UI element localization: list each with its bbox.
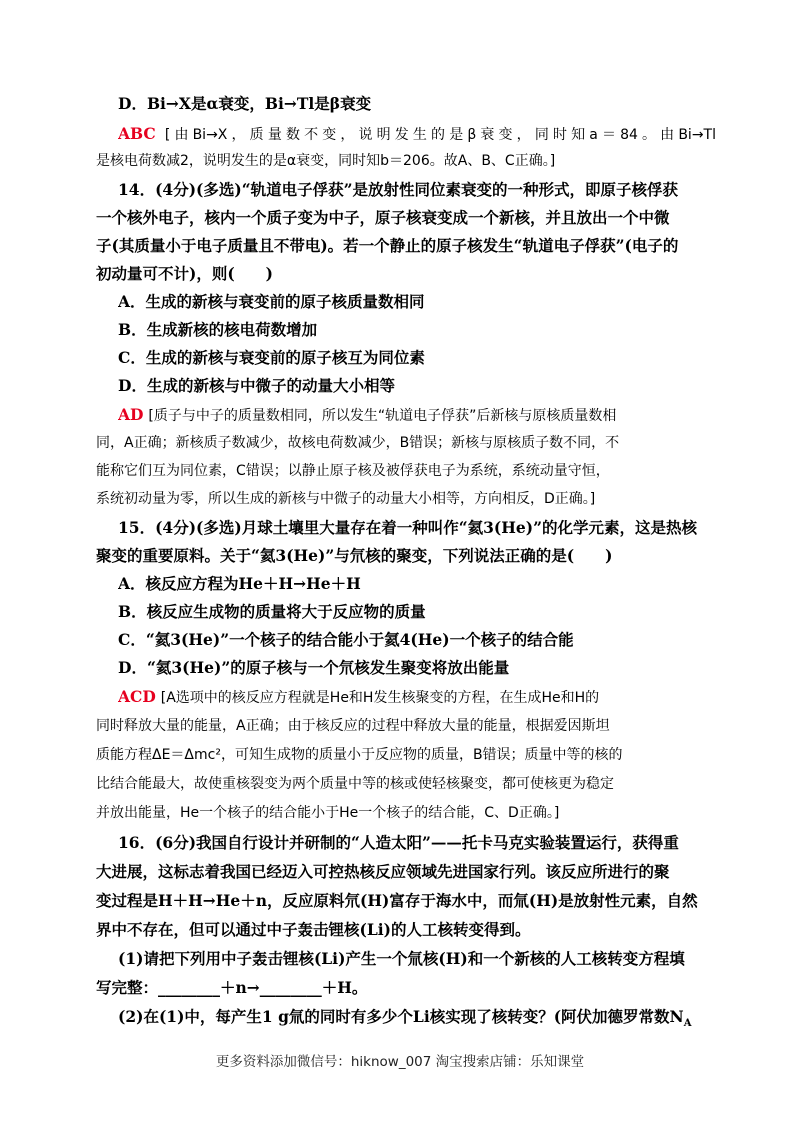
question-16-line-3: 变过程是H＋H→He＋n，反应原料氘(H)富存于海水中，而氚(H)是放射性元素，自然 xyxy=(96,891,698,910)
answer-14-label: AD xyxy=(118,405,144,424)
question-14-option-b: B．生成新核的核电荷数增加 xyxy=(118,320,318,339)
avogadro-subscript: A xyxy=(683,1018,692,1030)
question-14-option-d: D．生成的新核与中微子的动量大小相等 xyxy=(118,376,395,395)
answer-13-label: ABC xyxy=(118,124,156,143)
question-15-line-1: 15．(4分)(多选)月球土壤里大量存在着一种叫作“氦3(He)”的化学元素，这是热核 xyxy=(118,518,697,537)
question-15-line-2: 聚变的重要原料。关于“氦3(He)”与氘核的聚变，下列说法正确的是( ) xyxy=(96,546,613,565)
question-16-line-4: 界中不存在，但可以通过中子轰击锂核(Li)的人工核转变得到。 xyxy=(96,920,531,939)
question-15-option-c: C．“氦3(He)”一个核子的结合能小于氦4(He)一个核子的结合能 xyxy=(118,630,574,649)
answer-14-line-2: 同，A正确；新核质子数减少，故核电荷数减少，B错误；新核与原核质子数不同，不 xyxy=(96,435,620,451)
answer-15-line-1 xyxy=(118,687,716,708)
answer-14-line-3: 能称它们互为同位素，C错误；以静止原子核及被俘获电子为系统，系统动量守恒， xyxy=(96,463,610,479)
answer-15-line-4: 比结合能最大，故使重核裂变为两个质量中等的核或使轻核聚变，都可使核更为稳定 xyxy=(96,776,614,792)
answer-15-line-2: 同时释放大量的能量，A正确；由于核反应的过程中释放大量的能量，根据爱因斯坦 xyxy=(96,718,610,734)
answer-14-line-1 xyxy=(118,405,716,426)
question-14-line-1: 14．(4分)(多选)“轨道电子俘获”是放射性同位素衰变的一种形式，即原子核俘获 xyxy=(118,180,679,199)
answer-15-line-5: 并放出能量，He一个核子的结合能小于He一个核子的结合能，C、D正确。] xyxy=(96,805,560,821)
question-16-sub-2-text: (2)在(1)中，每产生1 g氚的同时有多少个Li核实现了核转变？(阿伏加德罗常数N xyxy=(118,1007,684,1026)
question-16-line-2: 大进展，这标志着我国已经迈入可控热核反应领域先进国家行列。该反应所进行的聚 xyxy=(96,862,670,881)
question-15-option-b: B．核反应生成物的质量将大于反应物的质量 xyxy=(118,602,426,621)
question-16-sub-1-line-2: 写完整：________＋n→________＋H。 xyxy=(96,978,368,997)
answer-13-line-2: 是核电荷数减2，说明发生的是α衰变，同时知b＝206。故A、B、C正确。] xyxy=(96,153,556,169)
question-14-option-c: C．生成的新核与衰变前的原子核互为同位素 xyxy=(118,348,425,367)
question-14-line-2: 一个核外电子，核内一个质子变为中子，原子核衰变成一个新核，并且放出一个中微 xyxy=(96,208,670,227)
question-16-sub-1-line-1: (1)请把下列用中子轰击锂核(Li)产生一个氚核(H)和一个新核的人工核转变方程填 xyxy=(118,949,685,968)
question-14-option-a: A．生成的新核与衰变前的原子核质量数相同 xyxy=(118,292,425,311)
question-16-sub-2-line-1 xyxy=(118,1007,716,1034)
question-14-line-3: 子(其质量小于电子质量且不带电)。若一个静止的原子核发生“轨道电子俘获”(电子的 xyxy=(96,236,679,255)
answer-15-line-3: 质能方程ΔE＝Δmc²，可知生成物的质量小于反应物的质量，B错误；质量中等的核的 xyxy=(96,747,623,763)
answer-15-label: ACD xyxy=(118,687,156,706)
option-d-previous: D．Bi→X是α衰变，Bi→Tl是β衰变 xyxy=(118,94,372,113)
question-15-option-d: D．“氦3(He)”的原子核与一个氘核发生聚变将放出能量 xyxy=(118,658,510,677)
question-16-line-1: 16．(6分)我国自行设计并研制的“人造太阳”——托卡马克实验装置运行，获得重 xyxy=(118,833,679,852)
question-15-option-a: A．核反应方程为He＋H→He＋H xyxy=(118,574,361,593)
question-14-line-4: 初动量可不计)，则( ) xyxy=(96,264,274,283)
answer-13-text-1: [由Bi→X，质量数不变，说明发生的是β衰变，同时知a＝84。由Bi→Tl xyxy=(164,127,716,143)
footer-promo: 更多资料添加微信号：hiknow_007 淘宝搜索店铺：乐知课堂 xyxy=(215,1054,585,1070)
answer-15-text-1: [A选项中的核反应方程就是He和H发生核聚变的方程，在生成He和H的 xyxy=(160,690,600,706)
answer-14-line-4: 系统初动量为零，所以生成的新核与中微子的动量大小相等，方向相反，D正确。] xyxy=(96,491,596,507)
answer-13-line-1 xyxy=(118,124,716,145)
answer-14-text-1: [质子与中子的质量数相同，所以发生“轨道电子俘获”后新核与原核质量数相 xyxy=(148,408,617,424)
